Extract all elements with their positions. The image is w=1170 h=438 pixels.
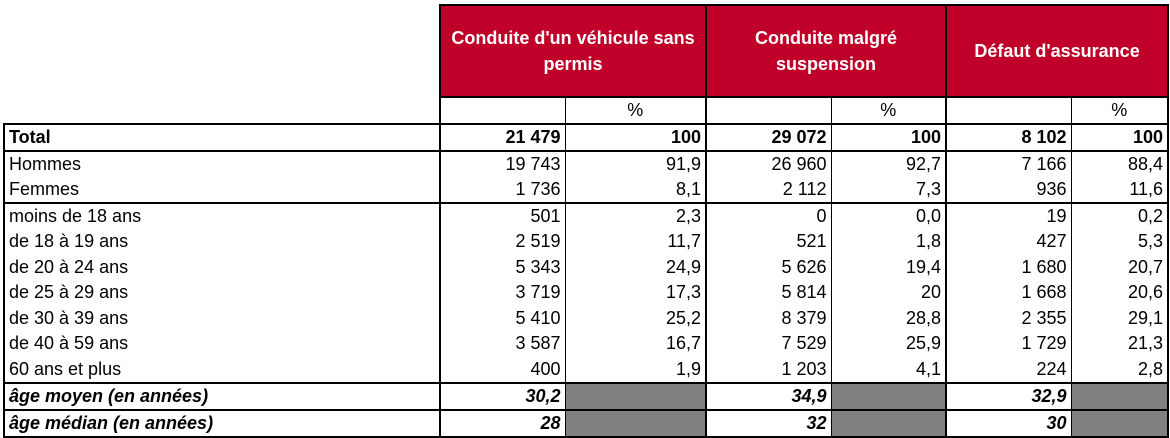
table-row <box>4 255 1168 281</box>
value-cell-3: 427 <box>946 229 1071 255</box>
percent-cell-1: 2,3 <box>565 203 706 229</box>
value-cell-2: 32 <box>706 410 831 437</box>
percent-cell-3: 100 <box>1071 124 1168 151</box>
value-cell-1: 28 <box>440 410 565 437</box>
row-label: de 20 à 24 ans <box>4 255 440 281</box>
row-label: de 25 à 29 ans <box>4 280 440 306</box>
value-cell-2: 1 203 <box>706 357 831 383</box>
value-cell-3: 19 <box>946 203 1071 229</box>
grey-cell-3 <box>1071 383 1168 410</box>
table-row <box>4 229 1168 255</box>
percent-header-row <box>4 97 1168 124</box>
value-cell-3: 30 <box>946 410 1071 437</box>
percent-cell-3: 21,3 <box>1071 331 1168 357</box>
percent-cell-2: 25,9 <box>831 331 946 357</box>
value-cell-2: 0 <box>706 203 831 229</box>
value-cell-2: 7 529 <box>706 331 831 357</box>
value-cell-1: 21 479 <box>440 124 565 151</box>
row-label: âge moyen (en années) <box>4 383 440 410</box>
value-cell-2: 26 960 <box>706 151 831 177</box>
pct-label-1: % <box>565 97 706 124</box>
value-cell-2: 29 072 <box>706 124 831 151</box>
value-cell-3: 1 680 <box>946 255 1071 281</box>
pct-empty-cell <box>4 97 440 124</box>
pct-blank-2 <box>706 97 831 124</box>
percent-cell-2: 92,7 <box>831 151 946 177</box>
value-cell-1: 19 743 <box>440 151 565 177</box>
value-cell-2: 2 112 <box>706 177 831 203</box>
value-cell-1: 3 587 <box>440 331 565 357</box>
percent-cell-2: 7,3 <box>831 177 946 203</box>
statistics-table <box>3 4 1169 438</box>
value-cell-1: 30,2 <box>440 383 565 410</box>
row-label: de 40 à 59 ans <box>4 331 440 357</box>
percent-cell-1: 25,2 <box>565 306 706 332</box>
percent-cell-1: 91,9 <box>565 151 706 177</box>
percent-cell-3: 2,8 <box>1071 357 1168 383</box>
row-label: de 18 à 19 ans <box>4 229 440 255</box>
percent-cell-2: 4,1 <box>831 357 946 383</box>
table-row <box>4 357 1168 383</box>
header-row <box>4 5 1168 97</box>
percent-cell-3: 88,4 <box>1071 151 1168 177</box>
value-cell-2: 5 814 <box>706 280 831 306</box>
pct-label-3: % <box>1071 97 1168 124</box>
value-cell-1: 5 410 <box>440 306 565 332</box>
percent-cell-3: 20,7 <box>1071 255 1168 281</box>
value-cell-2: 5 626 <box>706 255 831 281</box>
pct-blank-3 <box>946 97 1071 124</box>
percent-cell-1: 8,1 <box>565 177 706 203</box>
table-row <box>4 177 1168 203</box>
percent-cell-1: 24,9 <box>565 255 706 281</box>
value-cell-1: 501 <box>440 203 565 229</box>
percent-cell-2: 28,8 <box>831 306 946 332</box>
pct-label-2: % <box>831 97 946 124</box>
pct-blank-1 <box>440 97 565 124</box>
table-row <box>4 410 1168 437</box>
row-label: âge médian (en années) <box>4 410 440 437</box>
header-driving-while-suspended: Conduite malgré suspension <box>706 5 946 97</box>
percent-cell-2: 1,8 <box>831 229 946 255</box>
value-cell-3: 32,9 <box>946 383 1071 410</box>
grey-cell-2 <box>831 410 946 437</box>
value-cell-3: 936 <box>946 177 1071 203</box>
percent-cell-2: 20 <box>831 280 946 306</box>
table-row <box>4 203 1168 229</box>
header-empty-cell <box>4 5 440 97</box>
value-cell-1: 3 719 <box>440 280 565 306</box>
table-row <box>4 280 1168 306</box>
row-label: 60 ans et plus <box>4 357 440 383</box>
percent-cell-1: 11,7 <box>565 229 706 255</box>
table-row <box>4 151 1168 177</box>
table-row <box>4 383 1168 410</box>
row-label: de 30 à 39 ans <box>4 306 440 332</box>
value-cell-2: 8 379 <box>706 306 831 332</box>
percent-cell-1: 100 <box>565 124 706 151</box>
percent-cell-2: 100 <box>831 124 946 151</box>
value-cell-3: 1 668 <box>946 280 1071 306</box>
percent-cell-3: 11,6 <box>1071 177 1168 203</box>
value-cell-1: 1 736 <box>440 177 565 203</box>
value-cell-2: 34,9 <box>706 383 831 410</box>
value-cell-3: 224 <box>946 357 1071 383</box>
percent-cell-3: 0,2 <box>1071 203 1168 229</box>
value-cell-2: 521 <box>706 229 831 255</box>
grey-cell-2 <box>831 383 946 410</box>
grey-cell-1 <box>565 383 706 410</box>
row-label: Femmes <box>4 177 440 203</box>
table-row <box>4 331 1168 357</box>
table-row <box>4 306 1168 332</box>
percent-cell-3: 20,6 <box>1071 280 1168 306</box>
header-driving-without-license: Conduite d'un véhicule sans permis <box>440 5 706 97</box>
header-no-insurance: Défaut d'assurance <box>946 5 1168 97</box>
value-cell-3: 2 355 <box>946 306 1071 332</box>
percent-cell-2: 19,4 <box>831 255 946 281</box>
grey-cell-1 <box>565 410 706 437</box>
percent-cell-1: 17,3 <box>565 280 706 306</box>
value-cell-1: 2 519 <box>440 229 565 255</box>
percent-cell-2: 0,0 <box>831 203 946 229</box>
value-cell-3: 8 102 <box>946 124 1071 151</box>
percent-cell-3: 5,3 <box>1071 229 1168 255</box>
row-label: Hommes <box>4 151 440 177</box>
value-cell-3: 7 166 <box>946 151 1071 177</box>
grey-cell-3 <box>1071 410 1168 437</box>
value-cell-1: 400 <box>440 357 565 383</box>
percent-cell-3: 29,1 <box>1071 306 1168 332</box>
row-label: moins de 18 ans <box>4 203 440 229</box>
percent-cell-1: 1,9 <box>565 357 706 383</box>
row-label: Total <box>4 124 440 151</box>
value-cell-1: 5 343 <box>440 255 565 281</box>
table-row <box>4 124 1168 151</box>
value-cell-3: 1 729 <box>946 331 1071 357</box>
percent-cell-1: 16,7 <box>565 331 706 357</box>
